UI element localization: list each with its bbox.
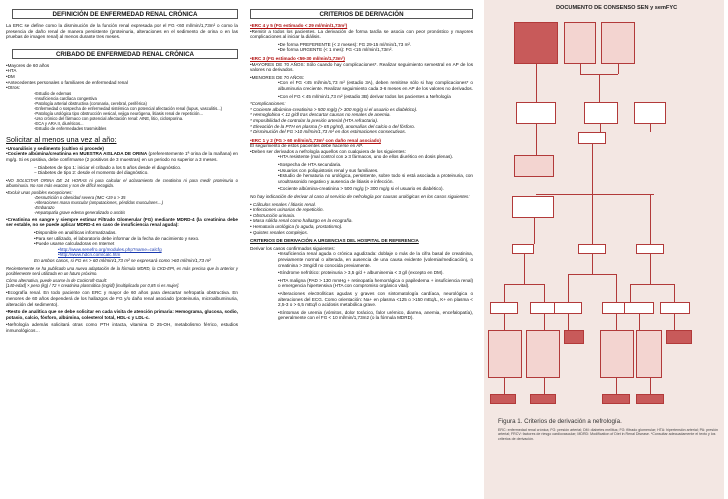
urgent-item: •Alteraciones electrolíticas agudas y graves con sintomatología cardíaca, neurológica o alteraciones del ECG. Como orientación: Na+ en plasma <125 o >150 mEq/L, K+ en plasma < 2,5-3 o > 6,5 mEq/l o acidosis metabólica grave. bbox=[278, 290, 473, 308]
other-item: -Enfermedad o sospecha de enfermedad sistémica con potencial afectación renal (lupus, vasculitis...) bbox=[34, 105, 223, 111]
flow-box bbox=[584, 102, 618, 124]
uroanalysis-item: •Uroanálisis y sedimento (cultivo si procede) bbox=[6, 145, 104, 151]
erc3-heading: •ERC 3 (FG estimado <59-30 ml/min/1,73m²) bbox=[250, 55, 345, 61]
referral-flowchart-figure bbox=[484, 0, 724, 499]
exception-item: -Embarazo bbox=[34, 204, 55, 210]
exceptions-heading: •Excluir unas posibles excepciones: bbox=[6, 189, 73, 195]
exception-item: -Hepatopatía grave edema generalizado o ascitis bbox=[34, 209, 126, 215]
erc3-3b: •Con el FG < 45 ml/min/1,73 m² (estadio 3B) derivar todos los pacientes a Nefrología bbox=[278, 93, 451, 99]
no-referral-item: • Cálculos renales / litiasis renal. bbox=[250, 201, 316, 207]
risk-item: •HTA bbox=[6, 68, 17, 74]
screening-heading: CRIBADO DE ENFERMEDAD RENAL CRÓNICA bbox=[12, 49, 238, 59]
flow-box bbox=[602, 394, 630, 404]
flow-box bbox=[578, 244, 606, 254]
erc45-urgente: •De forma URGENTE (< 1 mes): FG <15 ml/min/1,73m². bbox=[278, 47, 393, 53]
flow-box bbox=[624, 302, 654, 314]
flow-box bbox=[554, 302, 582, 314]
definition-text: La ERC se define como la disminución de la función renal expresada por el FG <60 ml/min/1,73m² o como la presencia de daño renal de manera persistente (proteinuria, alteraciones en el sedimento de orina o en las pruebas de imagen renal) al menos durante tres meses. bbox=[6, 23, 238, 40]
solicit-heading: Solicitar al menos una vez al año: bbox=[6, 134, 117, 144]
cockcroft-formula: [140-edad] × peso (kg) / 72 × creatinina plasmática (mg/dl) [multiplicado por 0,85 si es mujer]. bbox=[6, 283, 180, 289]
no-referral-note: No hay indicación de derivar al caso al servicio de nefrología por causas urológicas en los casos siguientes: bbox=[250, 194, 470, 200]
flow-box bbox=[600, 330, 634, 378]
complication-item: * Hemoglobina < 11 g/dl tras descartar causas no renales de anemia. bbox=[250, 112, 391, 118]
other-item: -Estudio de edemas bbox=[34, 90, 72, 96]
figure-note: ERC: enfermedad renal crónica; FG: presión arterial; DM: diabetes mellitus; FG: filtrado glomerular; HTA: hipertensión arterial; PA: presión arterial; FRCV: factores de riesgo cardiovascular; MDRD: Modification of Diet in Renal Disease. *Consultar adecuadamente el texto y los criterios de derivación. bbox=[498, 428, 718, 441]
flow-box bbox=[564, 22, 596, 64]
flow-box bbox=[666, 330, 692, 344]
flow-box bbox=[490, 302, 518, 314]
erc12-item: •Cociente albúmina-creatinina > 500 mg/g (> 300 mg/g si el usuario es diabético). bbox=[278, 186, 444, 192]
risk-item: •Mayores de 60 años bbox=[6, 62, 50, 68]
erc45-heading: •ERC 4 y 5 (FG estimado < 29 ml/min/1,73m²) bbox=[250, 23, 348, 28]
others-list bbox=[6, 91, 238, 131]
flow-box bbox=[636, 244, 664, 254]
other-item: -Estudio de enfermedades trasmisibles bbox=[34, 125, 107, 131]
erc3-3a: •Con el FG <45 ml/min/1,73 m² (estadio 3A), deben remitirse sólo si hay complicaciones* o albuminuria creciente. Realizar seguimiento cada 3-6 meses en AP de los valores no derivados. bbox=[278, 80, 474, 91]
urgent-item: •Síntomas de uremia (vómitos, dolor torácico, falor urémico, diarrea, anemia, encefalopatía), generalmente con el FG < 10 ml/min/1,73m2 (o la fórmula MDRD). bbox=[278, 309, 473, 321]
analytics-text: •Resto de analítica que se debe solicitar en cada visita de atención primaria: Hemograma, glucosa, sodio, potasio, calcio, fósforo, albúmina, colesterol total, HDL-c y LDL-c. bbox=[6, 309, 238, 320]
flow-box bbox=[488, 330, 522, 378]
complication-item: * Elevación de la PTH en plasma (> 65 pg/ml), anomalías del calcio o del fósforo. bbox=[250, 123, 416, 129]
erc3-under70: •MENORES DE 70 AÑOS: bbox=[250, 74, 305, 80]
urgent-intro: Derivar los casos confirmados siguientes: bbox=[250, 245, 335, 251]
nephrology-analytics-text: •Nefrología además solicitará otras como PTH intacta, vitamina D 25-OH, metabolismo férrico, estudios inmunológicos… bbox=[6, 322, 238, 334]
complication-item: * Imposibilidad de controlar la presión arterial (HTA refractaria). bbox=[250, 117, 379, 123]
flow-box bbox=[636, 330, 662, 378]
erc12-item: •Usuarios con poliquistosis renal y sus familiares. bbox=[278, 167, 379, 173]
complications-heading: *Complicaciones: bbox=[250, 101, 286, 107]
erc45-text: •Remitir a todos los pacientes. La derivación de forma tardía se asocia con peor pronóstico y mayores complicaciones al iniciar la diálisis. bbox=[250, 28, 473, 40]
erc12-item: •HTA resistente (mal control con ≥ 3 fármacos, uno de ellos diurético en dosis plenas). bbox=[278, 154, 454, 160]
flow-box bbox=[490, 394, 516, 404]
middle-column bbox=[250, 0, 473, 323]
risk-item: •Antecedentes personales o familiares de enfermedad renal bbox=[6, 79, 128, 85]
other-item: -Uso crónico del fármaco con potencial afectación renal: AINE, litio, ciclosporina. bbox=[34, 115, 184, 121]
definition-heading: DEFINICIÓN DE ENFERMEDAD RENAL CRÓNICA bbox=[12, 9, 238, 19]
flow-box bbox=[660, 302, 690, 314]
fg-expression-note: En ambos casos, si FG es > 60 ml/min/1,73 m² se expresará como >60 ml/min/1,73 m² bbox=[34, 257, 211, 263]
no-referral-item: • Obstrucción urinaria. bbox=[250, 212, 296, 218]
complication-item: * Cociente albúmina-creatinina > 500 mg/g (> 300 mg/g si el usuario es diabético). bbox=[250, 106, 418, 112]
flow-box bbox=[526, 330, 560, 378]
complication-item: * Disminución del FG >10 ml/min/1,73 m² en dos estimaciones consecutivas. bbox=[250, 129, 407, 135]
flow-box bbox=[516, 102, 556, 124]
erc12-item: •Estudio de hematuria no urológica, persistente, sobre todo si está asociada a proteinuria, con uroultrasonido negativo y ausencia de litiasis e infección. bbox=[278, 173, 473, 184]
left-column bbox=[6, 0, 238, 336]
flow-box bbox=[514, 155, 554, 177]
no-referral-item: • Quistes renales complejos. bbox=[250, 229, 309, 235]
erc12-followup: El seguimiento de estos pacientes debe hacerse en AP. bbox=[250, 143, 364, 149]
risk-list bbox=[6, 63, 238, 91]
erc3-over70: •MAYORES DE 70 AÑOS: Sólo cuando hay complicaciones*. Realizar seguimiento semestral en AP de los valores no derivados. bbox=[250, 61, 473, 73]
no-referral-item: • Infecciones urinarias de repetición. bbox=[250, 207, 324, 213]
no-referral-item: • Hematuria urológica (o aguda, prostatismo). bbox=[250, 224, 343, 229]
calculator-link-1[interactable]: •http://www.senefro.org/modules.php?name=calcfg bbox=[58, 246, 162, 252]
no-referral-item: • Masa sólida renal como hallazgo en la ecografía. bbox=[250, 218, 353, 224]
exception-item: -Desnutrición o obesidad severa (IMC <19 o > 35 bbox=[34, 194, 126, 200]
consensus-title: DOCUMENTO DE CONSENSO SEN y semFYC bbox=[556, 5, 678, 11]
erc12-refer: •Deben ser derivados a nefrología aquellos con cualquiera de los siguientes: bbox=[250, 148, 406, 154]
diabetes-2-note: − Diabetes de tipo 2: desde el momento del diagnóstico. bbox=[34, 170, 149, 176]
other-item: -Patología urológica tipo obstrucción vesical, vejiga neurógena, litiasis renal de repetición... bbox=[34, 110, 203, 116]
calculator-link-2[interactable]: •http://www.hdcn.com/calc.htm bbox=[58, 252, 121, 258]
urine-24h-note: •NO SOLICITAR ORINA DE 24 HORAS ni para calcular el aclaramiento de creatinina ni para medir proteinuria o albuminuria. No son más exactas y son de difícil recogida. bbox=[6, 177, 238, 188]
urgent-heading: CRITERIOS DE DERIVACIÓN A URGENCIAS DEL HOSPITAL DE REFERENCIA bbox=[250, 238, 419, 244]
creatinine-bullet: •Para ser utilizado, el laboratorio debe informar de la fecha de nacimiento y sexo. bbox=[34, 235, 200, 241]
flow-box bbox=[564, 330, 584, 344]
erc12-item: •Sospecha de HTA secundaria. bbox=[278, 162, 342, 168]
ultrasound-text: •Ecografía renal. En todo paciente con ERC y mayor de 60 años para descartar nefropatía obstructiva. En menores de 60 años dependerá de los hallazgos de FG y/o daño renal asociado (proteinuria, microalbuminuria, alteración del sedimento). bbox=[6, 290, 238, 307]
creatinine-bullet: •Puede usarse calculadoras en Internet bbox=[34, 241, 115, 247]
creatinine-text: •Creatinina en sangre y siempre estimar Filtrado Glomerular (FG) mediante MDRD-4 (la creatinina debe ser estable, no se puede aplicar MDRD-4 en caso de insuficiencia renal aguda): bbox=[6, 216, 238, 228]
erc45-preferente: •De forma PREFERENTE (< 2 meses): FG 29-15 ml/min/1,73 m². bbox=[278, 41, 412, 47]
risk-item: •Otros: bbox=[6, 85, 21, 91]
urgent-item: •Insuficiencia renal aguda o crónica agudizada: doblaje o más de la cifra basal de creatinina, previamente normal o alterada, en ausencia de una causa evidente (volemia/medicación), o creatinina > 3mg/dl no conocida previamente. bbox=[278, 251, 473, 268]
diabetes-1-note: − Diabetes de tipo 1: iniciar el cribado a los 5 años desde el diagnóstico. bbox=[34, 164, 182, 170]
referral-heading: CRITERIOS DE DERIVACIÓN bbox=[250, 9, 473, 19]
other-item: -Patología arterial obstructiva (coronaria, cerebral, periférica) bbox=[34, 100, 147, 106]
flow-box bbox=[530, 394, 556, 404]
other-item: -Insuficiencia cardíaca congestiva bbox=[34, 95, 97, 101]
albumin-item bbox=[6, 151, 238, 162]
exception-item: -Alteraciones masa muscular (amputaciones, pérdidas musculares…) bbox=[34, 199, 164, 205]
albumin-lead: •Cociente albúmina/creatinina en MUESTRA AISLADA DE ORINA bbox=[6, 151, 148, 157]
flow-box bbox=[636, 394, 664, 404]
ckd-epi-note: Recientemente se ha publicado una nueva adaptación de la fórmula MDRD, la CKD-EPI, es más precisa que la anterior y posiblemente será utilizada en un futuro próximo. bbox=[6, 266, 238, 277]
flow-box bbox=[514, 22, 558, 64]
flow-box bbox=[578, 132, 606, 144]
flow-box bbox=[601, 22, 635, 64]
erc12-heading: •ERC 1 y 2 (FG > 60 ml/min/1,73m² con daño renal asociado) bbox=[250, 137, 381, 143]
flow-box bbox=[512, 196, 554, 218]
other-item: -ECA y ARA II, diuréticos... bbox=[34, 120, 84, 126]
risk-item: •DM bbox=[6, 73, 15, 79]
creatinine-bullet: •Disponible en analíticas informatizadas. bbox=[34, 229, 117, 235]
flow-box bbox=[512, 244, 534, 254]
cockcroft-note: Cómo alternativa, puede usarse la de Cockcroft-Gault: bbox=[6, 278, 108, 284]
albumin-rest: (preferentemente 1ª orina de la mañana) en mg/g. Si es positiva, debe confirmarse (2 positivos de 3 muestras) en un periodo no superior a 3 meses. bbox=[6, 151, 238, 162]
urgent-item: •Síndrome nefrótico: proteinuria > 3,5 g/d + albuminemia < 3 g/l (excepto en DM). bbox=[278, 270, 444, 276]
figure-caption: Figura 1. Criterios de derivación a nefrología. bbox=[498, 418, 622, 425]
flow-box bbox=[634, 102, 666, 124]
urgent-item: •HTA maligna (PAD > 130 mmHg + retinopatía hemorrágica o papiledema + insuficiencia renal) o emergencia hipertensiva (HTA con compromiso orgánico vital). bbox=[278, 277, 473, 289]
